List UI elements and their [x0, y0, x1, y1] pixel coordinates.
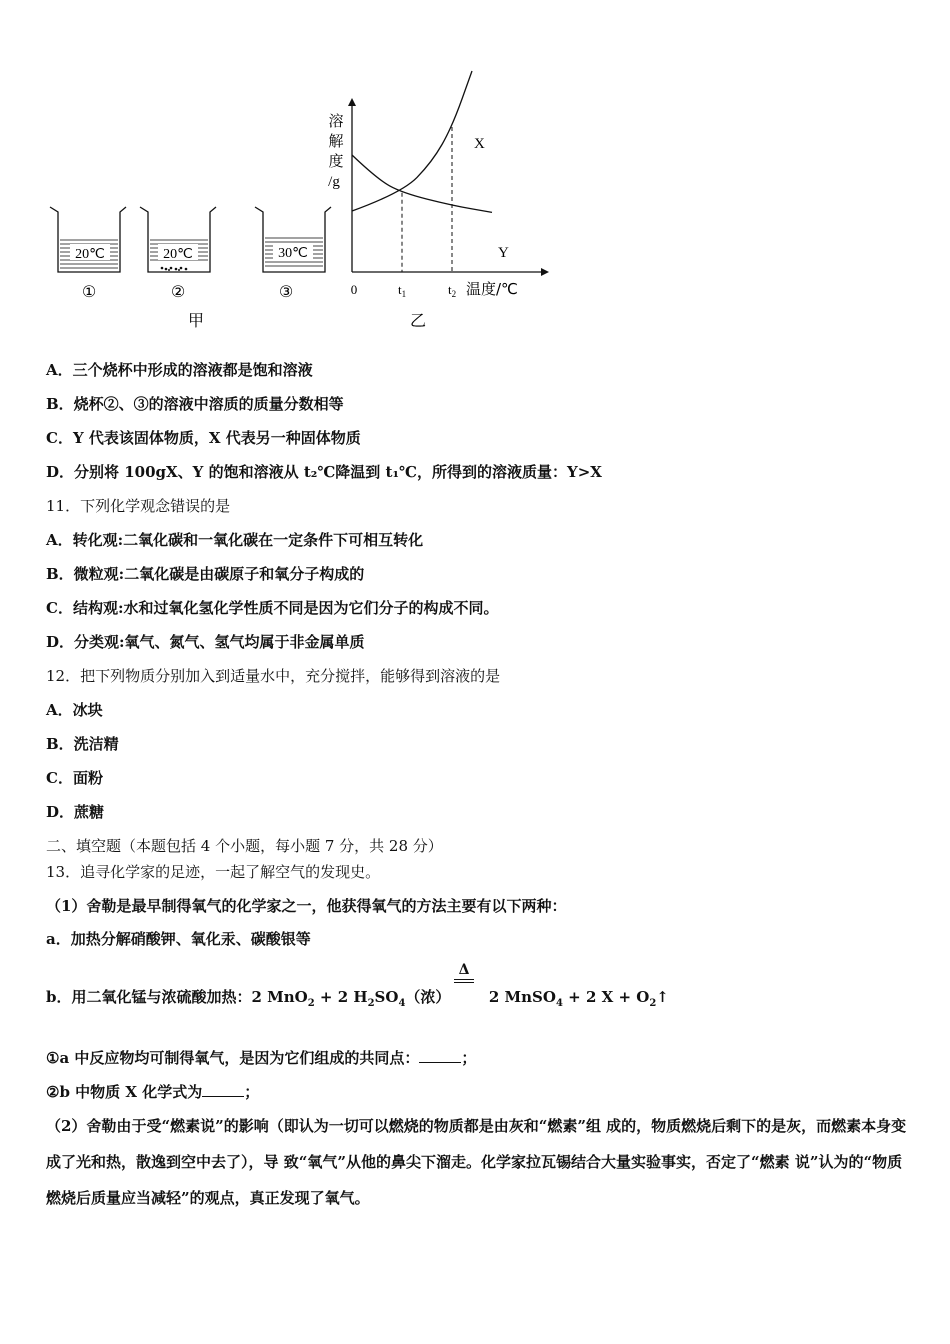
undissolved-solid [161, 267, 188, 271]
q10-option-b: B．烧杯②、③的溶液中溶质的质量分数相等 [46, 395, 344, 413]
q10-option-c: C．Y 代表该固体物质，X 代表另一种固体物质 [46, 429, 361, 447]
q11-option-b: B．微粒观:二氧化碳是由碳原子和氧分子构成的 [46, 565, 365, 583]
q13-part-2: （2）舍勒由于受“燃素说”的影响（即认为一切可以燃烧的物质都是由灰和“燃素”组 成的，物质燃烧后剩下的是灰，而燃素本身变成了光和热，散逸到空中去了），导 致“氧气”从他的鼻尖下溜走。化学家拉瓦锡结合大量实验事实，否定了“燃素 说”认为的“物质燃烧后质量应当减轻”的观点，真正发现了氧气。 [46, 1117, 907, 1207]
q10-option-d: D．分别将 100gX、Y 的饱和溶液从 t₂℃降温到 t₁℃，所得到的溶液质量：Y>X [46, 463, 602, 481]
q11-option-a: A．转化观:二氧化碳和一氧化碳在一定条件下可相互转化 [46, 531, 424, 549]
x-tick-t1: $t_1$ [397, 282, 407, 299]
q13-part-1: （1）舍勒是最早制得氧气的化学家之一，他获得氧气的方法主要有以下两种： [46, 897, 567, 915]
series-x-line [352, 71, 472, 211]
x-tick-t2: $t_2$ [447, 282, 457, 299]
section-2-heading: 二、填空题（本题包括 4 个小题，每小题 7 分，共 28 分） [46, 837, 443, 855]
reaction-condition: Δ [454, 962, 474, 983]
solubility-chart [328, 71, 549, 299]
x-axis-label: 温度/℃ [466, 280, 518, 298]
q13-blank-1: ①a 中反应物均可制得氧气，是因为它们组成的共同点： ； [46, 1049, 477, 1067]
beaker-3 [255, 207, 331, 301]
beaker-3-label: ③ [278, 282, 294, 301]
q11-option-d: D．分类观:氧气、氮气、氢气均属于非金属单质 [46, 633, 365, 651]
beaker-1-label: ① [81, 282, 97, 301]
series-x-label: X [474, 136, 485, 152]
x-tick-0: 0 [350, 282, 358, 297]
beaker-2 [140, 207, 216, 301]
beaker-3-temp: 30℃ [278, 246, 308, 261]
q13-method-b: b．用二氧化锰与浓硫酸加热：2 MnO$_2$ + 2 $H_2SO_4$（浓） 2 MnSO$_4$ + 2 $X + O_2↑$ [46, 988, 669, 1009]
x-axis-arrow [541, 268, 549, 276]
ylabel-char-1: 溶 [328, 112, 344, 130]
ylabel-char-4: /g [328, 174, 340, 190]
q13-method-a: a．加热分解硝酸钾、氧化汞、碳酸银等 [46, 930, 311, 948]
ylabel-char-3: 度 [328, 152, 344, 170]
q13-blank-2: ②b 中物质 X 化学式为 ； [46, 1083, 260, 1101]
q10-option-a: A．三个烧杯中形成的溶液都是饱和溶液 [46, 361, 313, 379]
series-y-label: Y [498, 245, 509, 261]
answer-blank-2[interactable] [202, 1082, 244, 1097]
q12-option-d: D．蔗糖 [46, 803, 105, 821]
beaker-1-temp: 20℃ [75, 247, 105, 262]
beaker-1 [50, 207, 126, 301]
ylabel-char-2: 解 [328, 132, 344, 150]
beaker-2-temp: 20℃ [163, 247, 193, 262]
q12-option-a: A．冰块 [46, 701, 103, 719]
q12-stem: 12．把下列物质分别加入到适量水中，充分搅拌，能够得到溶液的是 [46, 667, 501, 685]
q11-stem: 11．下列化学观念错误的是 [46, 497, 231, 515]
q11-option-c: C．结构观:水和过氧化氢化学性质不同是因为它们分子的构成不同。 [46, 599, 499, 617]
series-y-line [352, 155, 492, 212]
label-yi: 乙 [409, 311, 427, 330]
beaker-2-label: ② [170, 282, 186, 301]
q12-option-b: B．洗洁精 [46, 735, 119, 753]
q13-stem: 13．追寻化学家的足迹，一起了解空气的发现史。 [46, 863, 381, 881]
solubility-figure [0, 0, 950, 340]
y-axis-arrow [348, 98, 356, 106]
q12-option-c: C．面粉 [46, 769, 103, 787]
label-jia: 甲 [187, 311, 205, 330]
answer-blank-1[interactable] [419, 1048, 461, 1063]
